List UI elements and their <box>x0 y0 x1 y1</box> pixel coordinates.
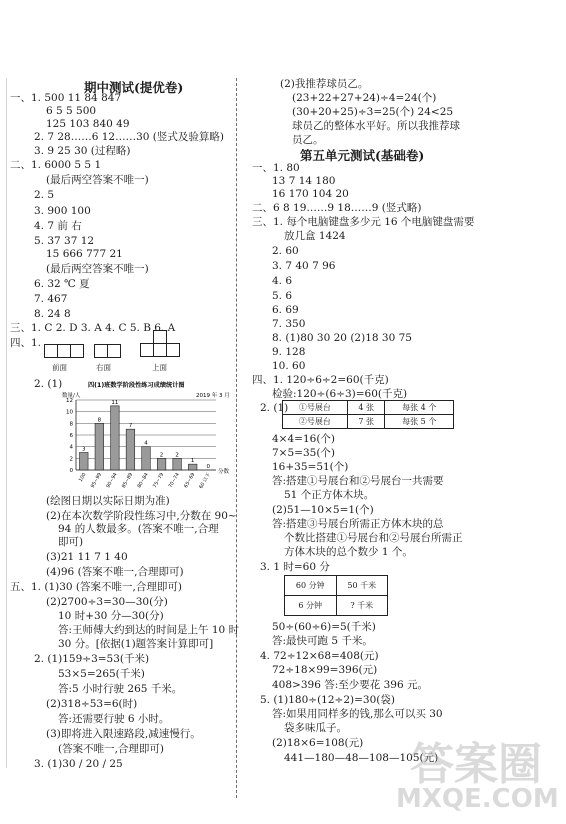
answer-line: 8. 24 8 <box>34 308 71 320</box>
y-tick-label: 12 <box>66 398 73 404</box>
answer-line: 检验:120÷(6÷3)=60(千克) <box>272 388 408 400</box>
data-label: 3 <box>82 446 86 453</box>
answer-line: (3)即将进入限速路段,减速慢行。 <box>46 728 201 740</box>
x-tick-label: 60 以下 <box>199 472 212 490</box>
bar <box>111 406 120 470</box>
table-row <box>283 415 454 429</box>
y-tick-label: 2 <box>69 456 73 463</box>
right-section-title: 第五单元测试(基础卷) <box>300 148 425 163</box>
x-tick-label: 100 <box>78 472 88 483</box>
y-tick-label: 4 <box>69 444 73 451</box>
answer-line: 16+35=51(个) <box>272 461 349 473</box>
chart-xlabel: 分数 <box>218 469 230 475</box>
answer-line: 袋多味瓜子。 <box>284 722 347 734</box>
binding-edge <box>6 78 7 768</box>
answer-line: 53×5=265(千米) <box>58 668 145 680</box>
chart-ylabel: 数量/人 <box>62 393 81 399</box>
x-tick-label: 90~94 <box>106 472 119 490</box>
x-tick-label: 70~74 <box>168 472 181 490</box>
view-right <box>94 344 124 358</box>
y-tick-label: 10 <box>66 409 73 416</box>
chart-date: 2019 年 3 月 <box>196 393 230 399</box>
bar <box>80 453 89 471</box>
table-cell: 每张 5 个 <box>385 415 454 429</box>
table-row <box>283 401 454 415</box>
watermark-url: MXQE.COM <box>396 784 559 814</box>
answer-line: 答:搭建①号展台和②号展台一共需要 <box>272 475 444 487</box>
answer-line: (2)318÷53=6(时) <box>46 698 138 710</box>
answer-line: 4×4=16(个) <box>272 433 336 445</box>
data-label: 2 <box>175 452 179 459</box>
chart-prefix: 2. (1) <box>34 378 63 390</box>
answer-line: 答:如果用同样多的钱,那么可以买 30 <box>272 708 443 720</box>
answer-line: 答:王师傅大约到达的时间是上午 10 时 <box>58 624 240 636</box>
answer-line: 30 分。[依据(1)题答案计算即可] <box>58 638 214 650</box>
chart-title: 四(1)班数学阶段性练习成绩统计图 <box>88 382 185 389</box>
table-cell: 6 分钟 <box>285 596 337 616</box>
answer-line: 2. (1)159÷3=53(千米) <box>34 653 150 665</box>
answer-line: 三、1. C 2. D 3. A 4. C 5. B 6. A <box>10 322 176 334</box>
answer-line: 5. 37 37 12 <box>34 235 95 247</box>
answer-line: 5. (1)180÷(12÷2)=30(袋) <box>260 694 395 706</box>
answer-line: (最后两空答案不唯一) <box>46 174 149 186</box>
answer-line: 3. 9 25 30 (过程略) <box>34 145 131 157</box>
watermark-logo: 答案圈 <box>410 739 542 790</box>
answer-line: 6. 32 ℃ 夏 <box>34 278 90 290</box>
table-cell: 7 张 <box>347 415 385 429</box>
answer-line: (2)2700÷3=30—30(分) <box>46 596 168 608</box>
data-label: 1 <box>190 458 195 465</box>
answer-line: 即可) <box>58 536 84 548</box>
view-front <box>44 344 86 358</box>
table-cell: 50 千米 <box>336 576 388 596</box>
view-label-front: 前面 <box>52 363 67 372</box>
x-tick-label: 95~99 <box>90 472 104 490</box>
answer-line: 7. 350 <box>272 318 306 330</box>
answer-line: 7. 467 <box>34 293 68 305</box>
answer-line: 二、1. 6000 5 5 1 <box>10 159 102 171</box>
table-cell: 4 张 <box>347 401 385 415</box>
y-tick-label: 6 <box>69 433 73 439</box>
score-bar-chart <box>58 378 234 496</box>
answer-line: 4. 6 <box>272 275 293 287</box>
answer-line: 一、1. 80 <box>252 162 300 174</box>
answer-line: 6 5 5 500 <box>46 105 97 117</box>
answer-line: 441—180—48—108—105(元) <box>284 752 439 764</box>
x-tick-label: 75~79 <box>152 472 166 490</box>
bar <box>126 429 135 470</box>
answer-line: 答:搭建③号展台所需正方体木块的总 <box>272 518 444 530</box>
answer-line: 答:5 小时行驶 265 千米。 <box>58 683 183 695</box>
exhibit-table <box>282 400 454 429</box>
bar <box>95 423 104 470</box>
answer-line: (2)我推荐球员乙。 <box>280 78 369 90</box>
answer-line: 8. (1)80 30 20 (2)18 30 75 <box>272 332 412 344</box>
bar <box>157 458 166 470</box>
answer-line: 三、1. 每个电脑键盘多少元 16 个电脑键盘需要 <box>252 216 475 228</box>
answer-line: 4. 72÷12×68=408(元) <box>260 650 379 662</box>
answer-line: 五、1. (1)30 (答案不唯一,合理即可) <box>10 581 182 593</box>
answer-line: 5. 6 <box>272 290 293 302</box>
answer-line: (2)18×6=108(元) <box>272 737 364 749</box>
answer-line: 员乙。 <box>292 134 324 146</box>
answer-line: 2. 5 <box>34 189 55 201</box>
data-label: 2 <box>159 452 164 459</box>
data-label: 8 <box>97 417 102 424</box>
answer-line: 408>396 答:至少要花 396 元。 <box>272 679 428 691</box>
answer-line: 四、1. <box>10 337 42 349</box>
data-label: 7 <box>128 423 133 430</box>
x-tick-label: 85~89 <box>121 472 135 490</box>
answer-line: 125 103 840 49 <box>46 118 130 130</box>
answer-line: 四、1. 120÷6÷2=60(千克) <box>252 374 389 386</box>
answer-line: 15 666 777 21 <box>46 248 123 260</box>
answer-line: 方体木块的总个数少 1 个。 <box>284 546 413 558</box>
answer-line: 个数比搭建①号展台和②号展台所需正 <box>284 532 463 544</box>
answer-line: 6. 69 <box>272 304 299 316</box>
answer-line: 答:还需要行驶 6 小时。 <box>58 713 170 725</box>
y-tick-label: 0 <box>69 468 73 474</box>
view-label-right: 右面 <box>96 363 111 372</box>
y-tick-label: 8 <box>69 421 73 428</box>
table-cell: ? 千米 <box>336 596 388 616</box>
answer-line: 答:最快可跑 5 千米。 <box>272 635 373 647</box>
table-row <box>285 576 388 596</box>
table-cell: 每张 4 个 <box>385 401 454 415</box>
table-cell: ②号展台 <box>283 415 348 429</box>
table-cell: ①号展台 <box>283 401 348 415</box>
data-label: 0 <box>206 464 210 470</box>
left-section-title: 期中测试(提优卷) <box>84 80 184 95</box>
data-label: 11 <box>111 399 119 406</box>
answer-line: 10. 60 <box>272 360 306 372</box>
answer-line: 72÷18×99=396(元) <box>272 664 378 676</box>
answer-line: (30+20+25)÷3=25(个) 24<25 <box>292 106 454 118</box>
answer-line: 16 170 104 20 <box>272 188 349 200</box>
x-tick-label: 80~84 <box>137 472 150 490</box>
answer-line: 一、1. 500 11 84 847 <box>10 92 122 104</box>
answer-line: 2. 7 28……6 12……30 (竖式及验算略) <box>34 131 225 143</box>
answer-line: (答案不唯一,合理即可) <box>58 743 165 755</box>
answer-line: 9. 128 <box>272 346 306 358</box>
answer-line: 4. 7 前 右 <box>34 220 82 232</box>
answer-line: (4)96 (答案不唯一,合理即可) <box>46 566 184 578</box>
answer-line: 2. 60 <box>272 245 299 257</box>
answer-line: (绘图日期以实际日期为准) <box>46 495 170 507</box>
answer-line: 3. 7 40 7 96 <box>272 260 336 272</box>
x-tick-label: 65~69 <box>183 472 197 490</box>
answer-line: 二、6 8 19……9 18……9 (竖式略) <box>252 202 422 214</box>
answer-line: 7×5=35(个) <box>272 447 336 459</box>
table-cell: 60 分钟 <box>285 576 337 596</box>
answer-line: 放几盒 1424 <box>284 230 346 242</box>
answer-line: (最后两空答案不唯一) <box>46 263 149 275</box>
answer-line: (23+22+27+24)÷4=24(个) <box>292 92 437 104</box>
answer-line: (3)21 11 7 1 40 <box>46 551 128 563</box>
answer-line: 51 个正方体木块。 <box>284 489 375 501</box>
speed-table <box>284 575 388 616</box>
answer-line: (2)51—10×5=1(个) <box>272 504 374 516</box>
answer-line: 3. 1 时=60 分 <box>260 561 330 573</box>
bar <box>173 458 182 470</box>
answer-line: 13 7 14 180 <box>272 175 336 187</box>
bar <box>142 447 151 470</box>
answer-line: 94 的人数最多。(答案不唯一,合理 <box>58 523 219 535</box>
view-label-top: 上面 <box>152 363 167 372</box>
bar <box>188 464 197 470</box>
column-divider <box>236 78 237 798</box>
answer-line: 球员乙的整体水平好。所以我推荐球 <box>292 120 460 132</box>
answer-line: 3. 900 100 <box>34 205 91 217</box>
table-row <box>285 596 388 616</box>
data-label: 4 <box>144 440 148 447</box>
answer-line: 50÷(60÷6)=5(千米) <box>272 621 376 633</box>
answer-line: 3. (1)30 / 20 / 25 <box>34 758 123 770</box>
view-top <box>140 330 184 358</box>
answer-line: (2)在本次数学阶段性练习中,分数在 90~ <box>46 510 237 522</box>
answer-line: 10 时+30 分—30(分) <box>58 610 164 622</box>
answer-line: 2. (1) <box>260 402 289 414</box>
